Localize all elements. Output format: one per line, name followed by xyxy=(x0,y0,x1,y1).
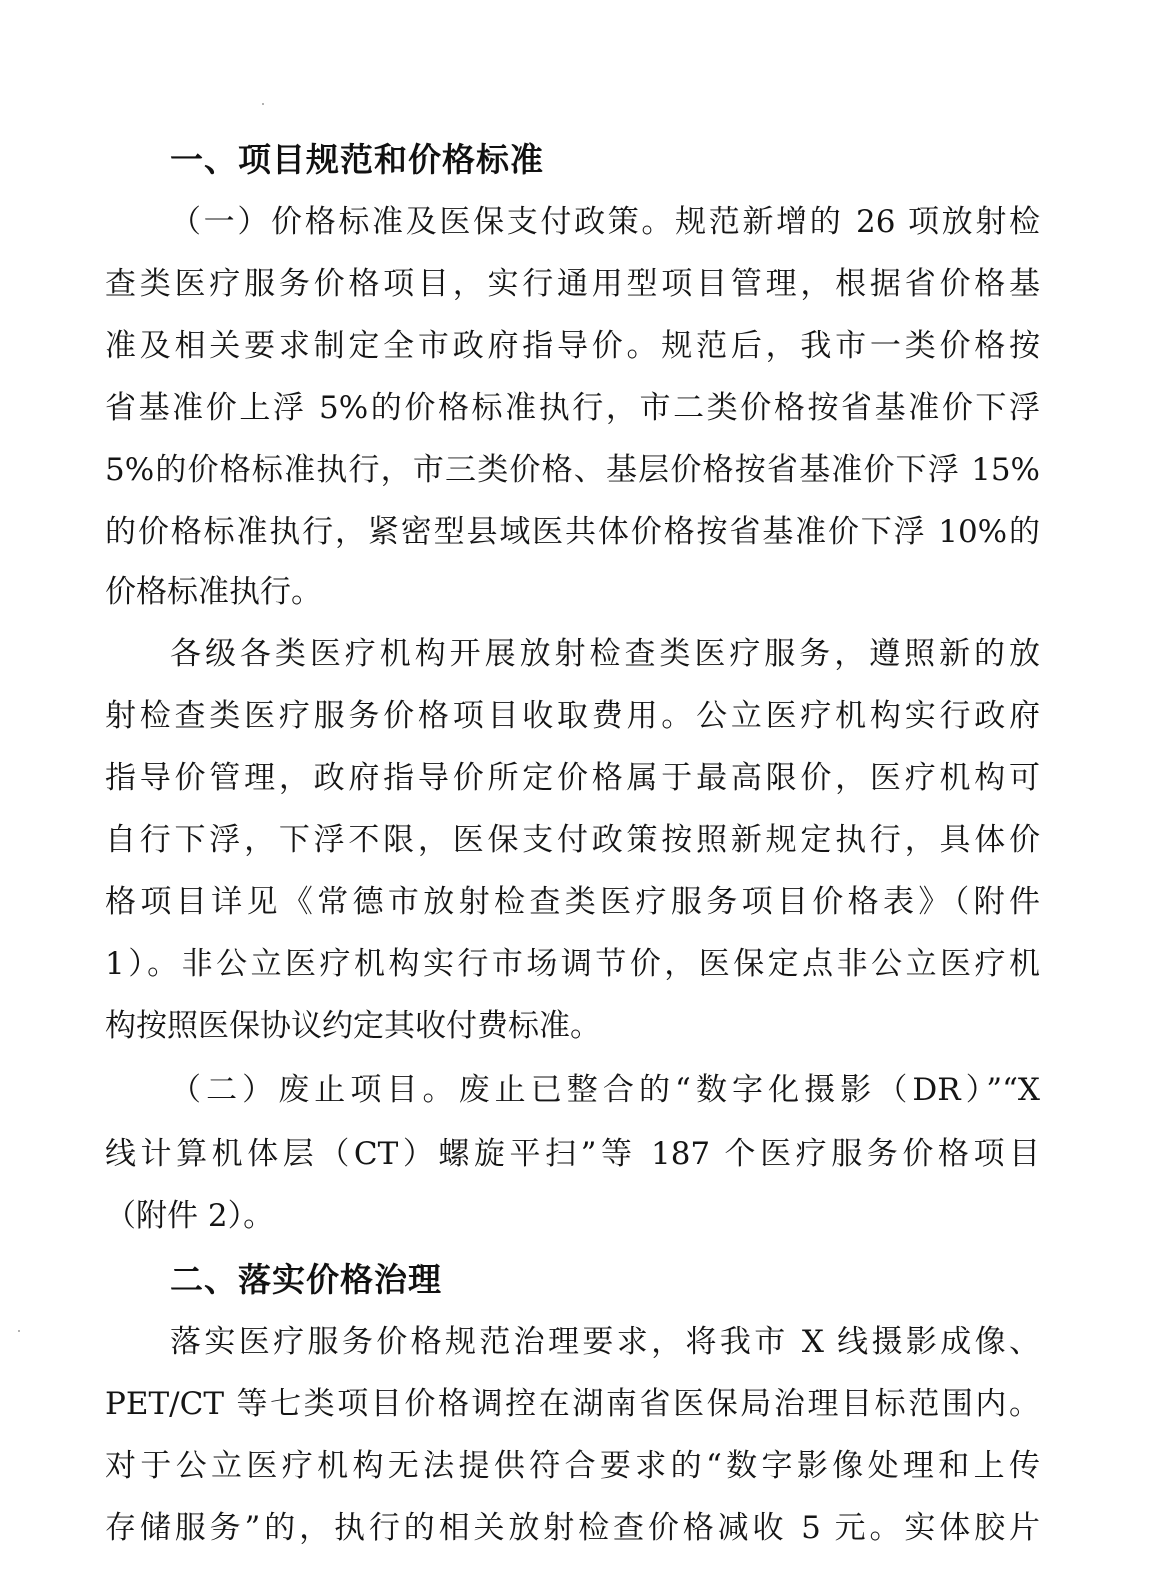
subsection-2-line: （二）废止项目。废止已整合的“数字化摄影（DR）”“X xyxy=(170,1072,1040,1108)
paragraph-line: 构按照医保协议约定其收付费标准。 xyxy=(105,1008,601,1044)
section-2-paragraph-line: 存储服务”的，执行的相关放射检查价格减收 5 元。实体胶片 xyxy=(105,1510,1040,1546)
subsection-1-line: 查类医疗服务价格项目，实行通用型项目管理，根据省价格基 xyxy=(105,266,1040,302)
section-heading-2: 二、落实价格治理 xyxy=(170,1260,442,1299)
scan-speck xyxy=(262,103,264,105)
subsection-1-line: 5%的价格标准执行，市三类价格、基层价格按省基准价下浮 15% xyxy=(105,452,1040,488)
subsection-1-line: 的价格标准执行，紧密型县域医共体价格按省基准价下浮 10%的 xyxy=(105,514,1040,550)
paragraph-line: 自行下浮，下浮不限，医保支付政策按照新规定执行，具体价 xyxy=(105,822,1040,858)
section-2-paragraph-line: 落实医疗服务价格规范治理要求，将我市 X 线摄影成像、 xyxy=(170,1324,1040,1360)
paragraph-line: 1）。非公立医疗机构实行市场调节价，医保定点非公立医疗机 xyxy=(105,946,1040,982)
paragraph-line: 格项目详见《常德市放射检查类医疗服务项目价格表》（附件 xyxy=(105,884,1040,920)
subsection-1-line: 价格标准执行。 xyxy=(105,574,322,610)
paragraph-line: 指导价管理，政府指导价所定价格属于最高限价，医疗机构可 xyxy=(105,760,1040,796)
subsection-1-line: 准及相关要求制定全市政府指导价。规范后，我市一类价格按 xyxy=(105,328,1040,364)
section-2-paragraph-line: PET/CT 等七类项目价格调控在湖南省医保局治理目标范围内。 xyxy=(105,1386,1040,1422)
paragraph-line: 各级各类医疗机构开展放射检查类医疗服务，遵照新的放 xyxy=(170,636,1040,672)
paragraph-line: 射检查类医疗服务价格项目收取费用。公立医疗机构实行政府 xyxy=(105,698,1040,734)
scan-speck xyxy=(18,1330,20,1332)
subsection-1-line: （一）价格标准及医保支付政策。规范新增的 26 项放射检 xyxy=(170,204,1040,240)
section-2-paragraph-line: 对于公立医疗机构无法提供符合要求的“数字影像处理和上传 xyxy=(105,1448,1040,1484)
subsection-2-line: （附件 2）。 xyxy=(105,1198,275,1234)
section-heading-1: 一、项目规范和价格标准 xyxy=(170,140,544,179)
subsection-1-line: 省基准价上浮 5%的价格标准执行，市二类价格按省基准价下浮 xyxy=(105,390,1040,426)
subsection-2-line: 线计算机体层（CT）螺旋平扫”等 187 个医疗服务价格项目 xyxy=(105,1136,1040,1172)
